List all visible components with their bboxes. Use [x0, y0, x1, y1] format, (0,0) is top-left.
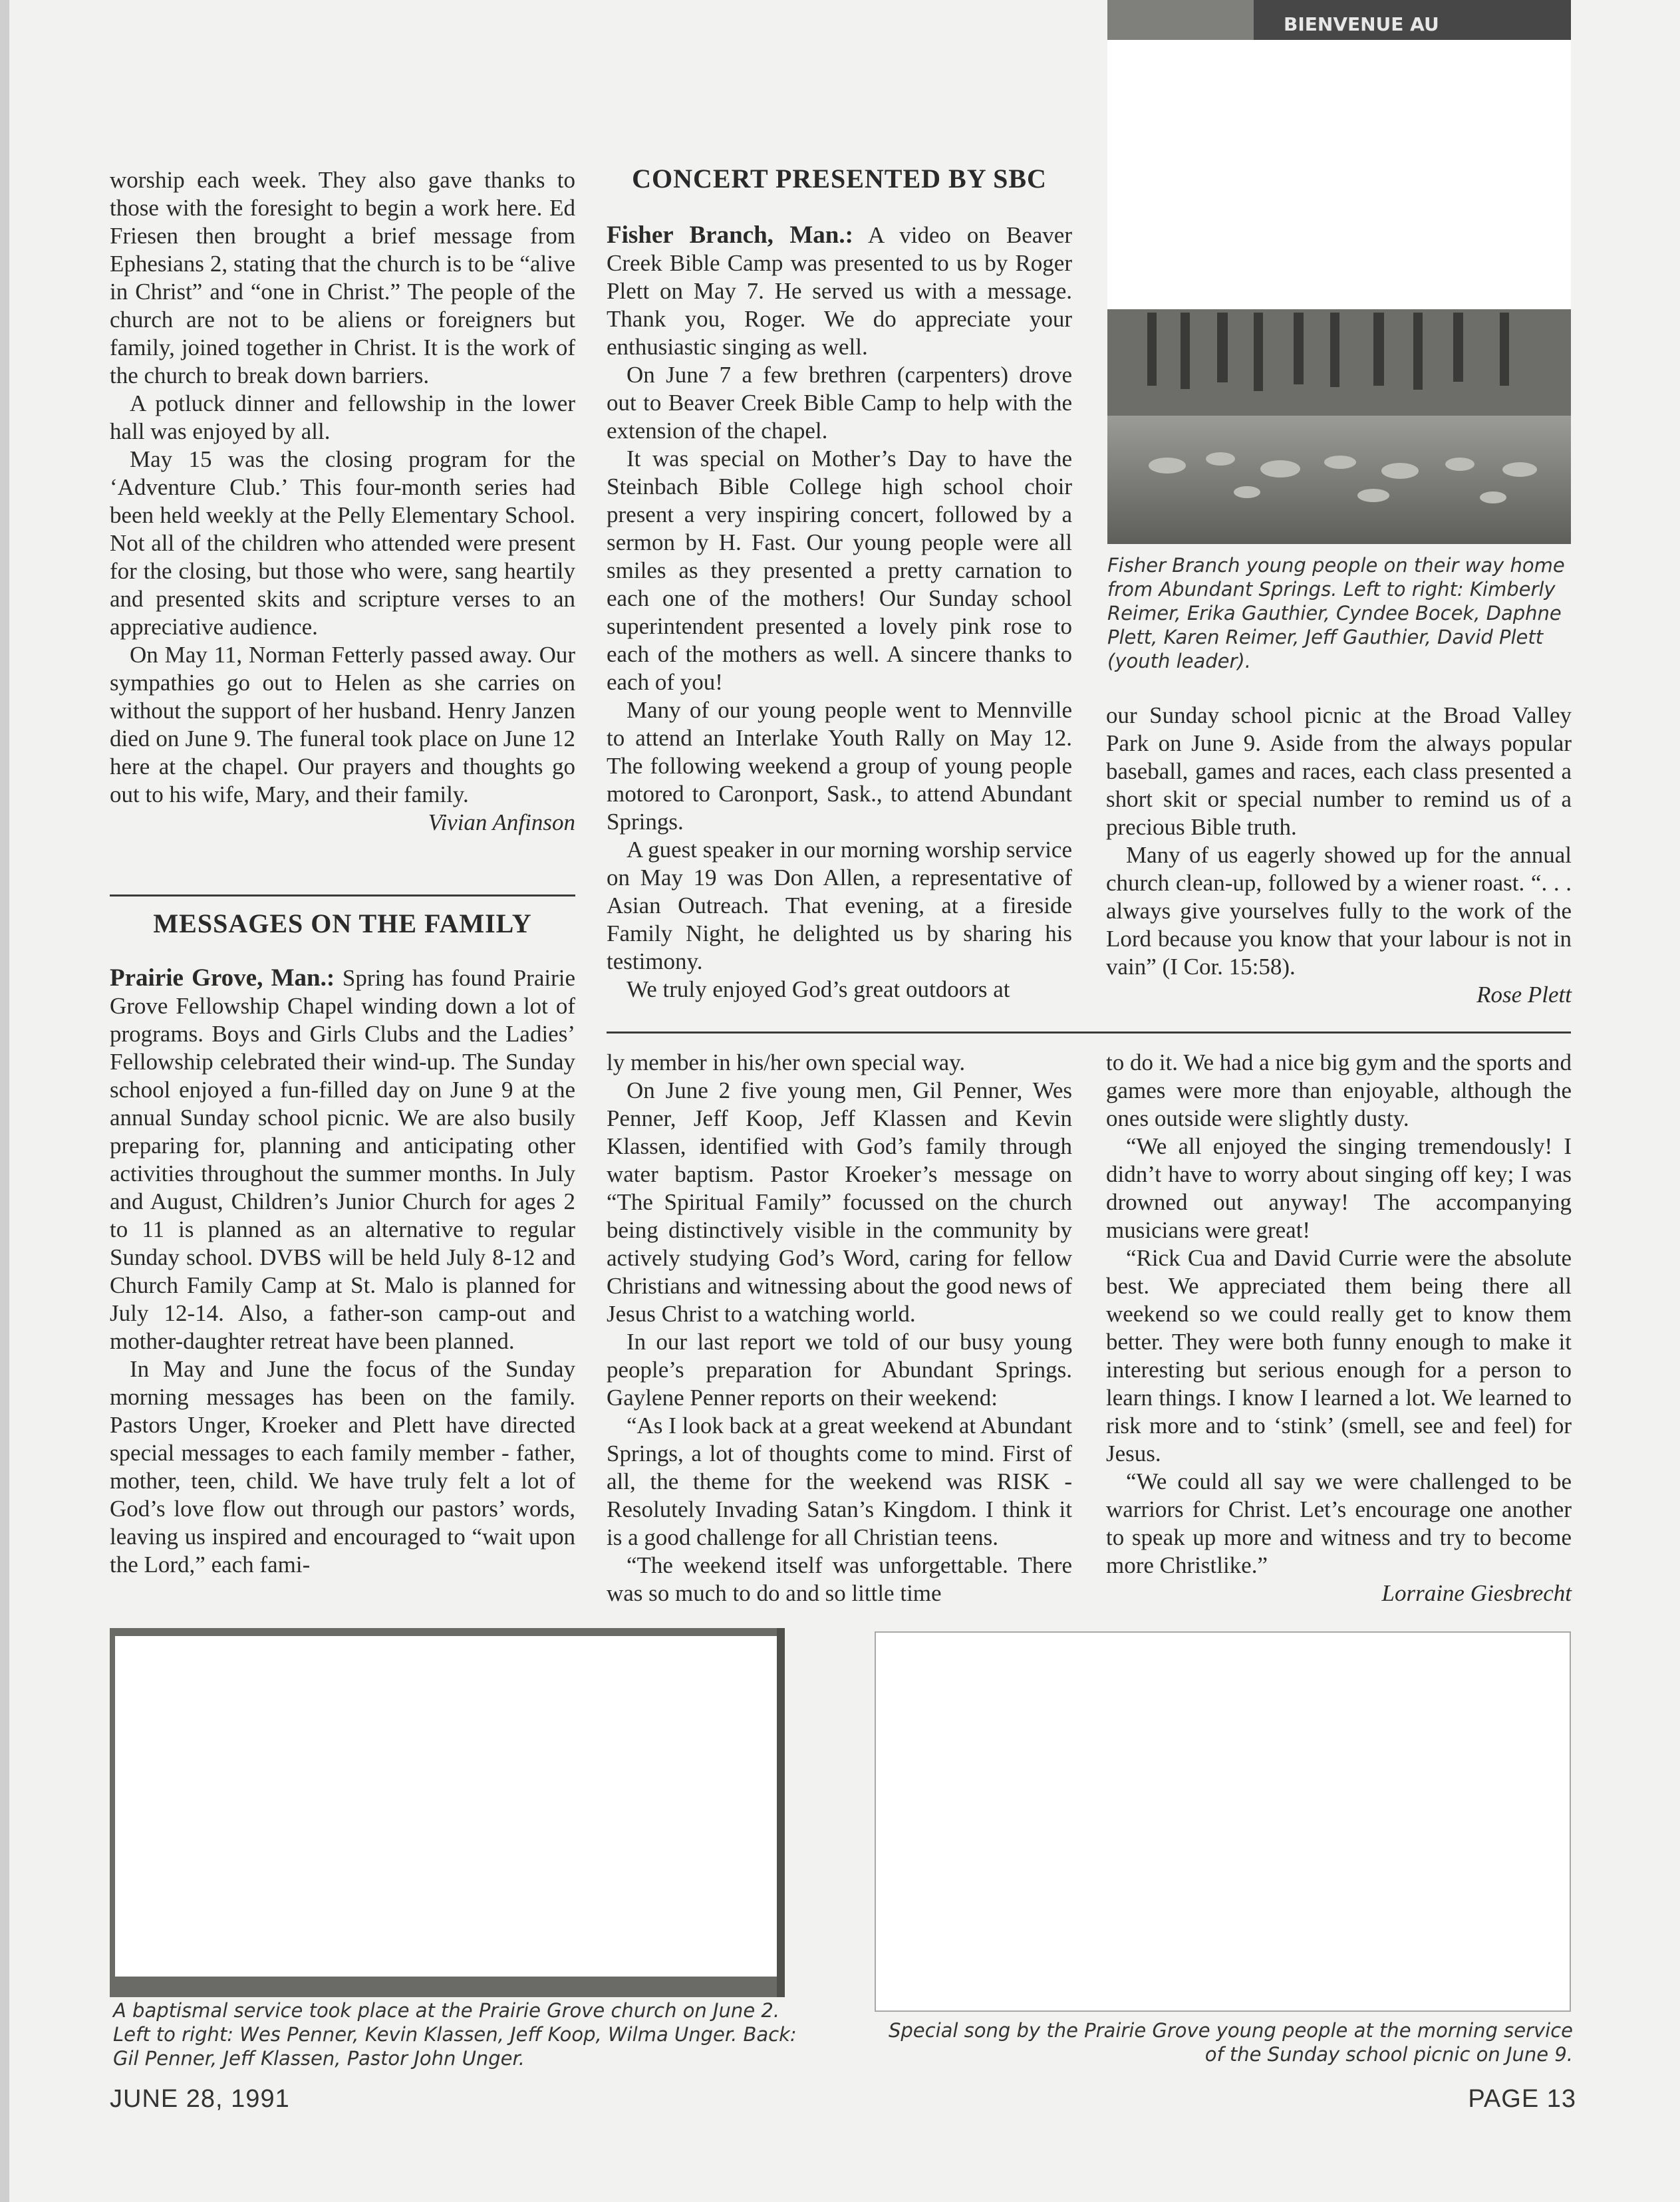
- paragraph: “As I look back at a great weekend at Abundant Springs, a lot of thoughts come to mind. First of all, the theme for the weekend was RISK - Resolutely Invading Satan’s Kingdom. I think it is a good challenge for all Christian teens.: [607, 1413, 1072, 1550]
- signature-vivian-anfinson: Vivian Anfinson: [428, 809, 575, 835]
- caption-fisher-branch: Fisher Branch young people on their way home from Abundant Springs. Left to right: Kimberly Reimer, Erika Gauthier, Cyndee Bocek, Daphne Plett, Karen Reimer, Jeff Gauthier, David Plett (youth leader).: [1107, 554, 1565, 672]
- column-2-family: [607, 1049, 1072, 1607]
- divider-rule: [110, 895, 575, 896]
- paragraph: Prairie Grove, Man.: Spring has found Prairie Grove Fellowship Chapel winding down a lot of programs. Boys and Girls Clubs and the Ladies’ Fellowship celebrated their wind-up. The Sunday school enjoyed a fun-filled day on June 9 at the annual Sunday school picnic. We are also busily preparing for, planning and anticipating other activities throughout the summer months. In July and August, Children’s Junior Church for ages 2 to 11 is planned as an alternative to regular Sunday school. DVBS will be held July 8-12 and Church Family Camp at St. Malo is planned for July 12-14. Also, a father-son camp-out and mother-daughter retreat have been planned.: [110, 964, 576, 1354]
- paragraph: On June 2 five young men, Gil Penner, Wes Penner, Jeff Koop, Jeff Klassen and Kevin Klassen, identified with God’s family through water baptism. Pastor Kroeker’s message on “The Spiritual Family” focussed on the church being distinctively visible in the community by actively studying God’s Word, caring for fellow Christians and witnessing about the good news of Jesus Christ to a watching world.: [607, 1077, 1072, 1327]
- page-edge: [0, 0, 9, 2202]
- paragraph: Fisher Branch, Man.: A video on Beaver Creek Bible Camp was presented to us by Roger Plett on May 7. He served us with a message. Thank you, Roger. We do appreciate your enthusiastic singing as well.: [607, 221, 1072, 360]
- paragraph: Many of us eagerly showed up for the annual church clean-up, followed by a wiener roast. “. . . always give yourselves fully to the work of the Lord because you know that your labour is not in vain” (I Cor. 15:58).: [1106, 842, 1572, 980]
- paragraph: worship each week. They also gave thanks to those with the foresight to begin a work here. Ed Friesen then brought a brief message from Ephesians 2, stating that the church is to be “alive in Christ” and “one in Christ.” The people of the church are not to be aliens or foreigners but family, joined together in Christ. It is the work of the church to break down barriers.: [110, 167, 575, 388]
- paragraph: It was special on Mother’s Day to have the Steinbach Bible College high school choir present a very inspiring concert, followed by a sermon by H. Fast. Our young people were all smiles as they presented a pretty carnation to each one of the mothers! Our Sunday school superintendent presented a lovely pink rose to each of the mothers as well. A sincere thanks to each of you!: [607, 446, 1072, 695]
- footer-page-number: PAGE 13: [1468, 2085, 1576, 2113]
- paragraph: May 15 was the closing program for the ‘Adventure Club.’ This four-month series had been held weekly at the Pelly Elementary School. Not all of the children who attended were present for the closing, but those who were, sang heartily and presented skits and scripture verses to an appreciative audience.: [110, 446, 575, 640]
- sign-text: BIENVENUE AU: [1284, 13, 1439, 35]
- photo-baptismal-service: [110, 1628, 785, 1997]
- paragraph: Many of our young people went to Mennville to attend an Interlake Youth Rally on May 12. The following weekend a group of young people motored to Caronport, Sask., to attend Abundant Springs.: [607, 697, 1072, 835]
- paragraph: our Sunday school picnic at the Broad Valley Park on June 9. Aside from the always popular baseball, games and races, each class presented a short skit or special number to remind us of a precious Bible truth.: [1106, 702, 1572, 840]
- photo-baptismal-service-edge: [777, 1628, 785, 1997]
- divider-rule: [607, 1032, 1571, 1033]
- paragraph: ly member in his/her own special way.: [607, 1049, 966, 1075]
- photo-fisher-branch-young-people: [1107, 0, 1571, 544]
- paragraph: “Rick Cua and David Currie were the absolute best. We appreciated them being there all weekend so we could really get to know them better. They were both funny enough to make it interesting but serious enough for a person to learn things. I know I learned a lot. We learned to risk more and to ‘stink’ (smell, see and feel) for Jesus.: [1106, 1245, 1572, 1466]
- column-2-concert: [607, 221, 1072, 1004]
- paragraph: A guest speaker in our morning worship service on May 19 was Don Allen, a representative of Asian Outreach. That evening, at a fireside Family Night, he delighted us by sharing his testimony.: [607, 837, 1072, 974]
- headline-concert-presented-by-sbc: CONCERT PRESENTED BY SBC: [632, 164, 1047, 194]
- dateline-fisher-branch: Fisher Branch, Man.:: [607, 221, 853, 249]
- paragraph: On May 11, Norman Fetterly passed away. Our sympathies go out to Helen as she carries on without the support of her husband. Henry Janzen died on June 9. The funeral took place on June 12 here at the chapel. Our prayers and thoughts go out to his wife, Mary, and their family.: [110, 642, 575, 807]
- column-3-concert: [1106, 702, 1572, 1009]
- paragraph: We truly enjoyed God’s great outdoors at: [627, 976, 1010, 1002]
- column-1-continuation: [110, 166, 575, 837]
- signature-rose-plett: Rose Plett: [1476, 982, 1572, 1008]
- caption-baptismal-service: A baptismal service took place at the Prairie Grove church on June 2. Left to right: Wes Penner, Kevin Klassen, Jeff Koop, Wilma Unger. Back: Gil Penner, Jeff Klassen, Pastor John Unger.: [113, 1999, 797, 2070]
- dateline-prairie-grove: Prairie Grove, Man.:: [110, 964, 335, 992]
- signature-lorraine-giesbrecht: Lorraine Giesbrecht: [1381, 1580, 1572, 1606]
- column-3-family: [1106, 1049, 1572, 1607]
- paragraph: On June 7 a few brethren (carpenters) drove out to Beaver Creek Bible Camp to help with the extension of the chapel.: [607, 362, 1072, 444]
- photo-baptismal-service-blank-area: [115, 1636, 780, 1977]
- photo-special-song: [875, 1631, 1571, 2012]
- paragraph: “We could all say we were challenged to be warriors for Christ. Let’s encourage one another to speak up more and witness and try to become more Christlike.”: [1106, 1468, 1572, 1578]
- photo-fisher-branch-image: [1107, 0, 1571, 544]
- paragraph: “We all enjoyed the singing tremendously! I didn’t have to worry about singing off key; I was drowned out anyway! The accompanying musicians were great!: [1106, 1133, 1572, 1243]
- paragraph: In May and June the focus of the Sunday morning messages has been on the family. Pastors Unger, Kroeker and Plett have directed special messages to each family member - father, mother, teen, child. We have truly felt a lot of God’s love flow out through our pastors’ words, leaving us inspired and encouraged to “wait upon the Lord,” each fami-: [110, 1356, 575, 1578]
- caption-special-song: Special song by the Prairie Grove young people at the morning service of the Sunday school picnic on June 9.: [888, 2019, 1573, 2066]
- headline-messages-on-the-family: MESSAGES ON THE FAMILY: [153, 908, 532, 938]
- paragraph: “The weekend itself was unforgettable. There was so much to do and so little time: [607, 1552, 1072, 1606]
- paragraph: A potluck dinner and fellowship in the lower hall was enjoyed by all.: [110, 390, 575, 444]
- footer-date: JUNE 28, 1991: [110, 2085, 290, 2113]
- column-1-family: [110, 964, 575, 1579]
- paragraph: to do it. We had a nice big gym and the sports and games were more than enjoyable, although the ones outside were slightly dusty.: [1106, 1049, 1572, 1131]
- paragraph: In our last report we told of our busy young people’s preparation for Abundant Springs. Gaylene Penner reports on their weekend:: [607, 1329, 1072, 1411]
